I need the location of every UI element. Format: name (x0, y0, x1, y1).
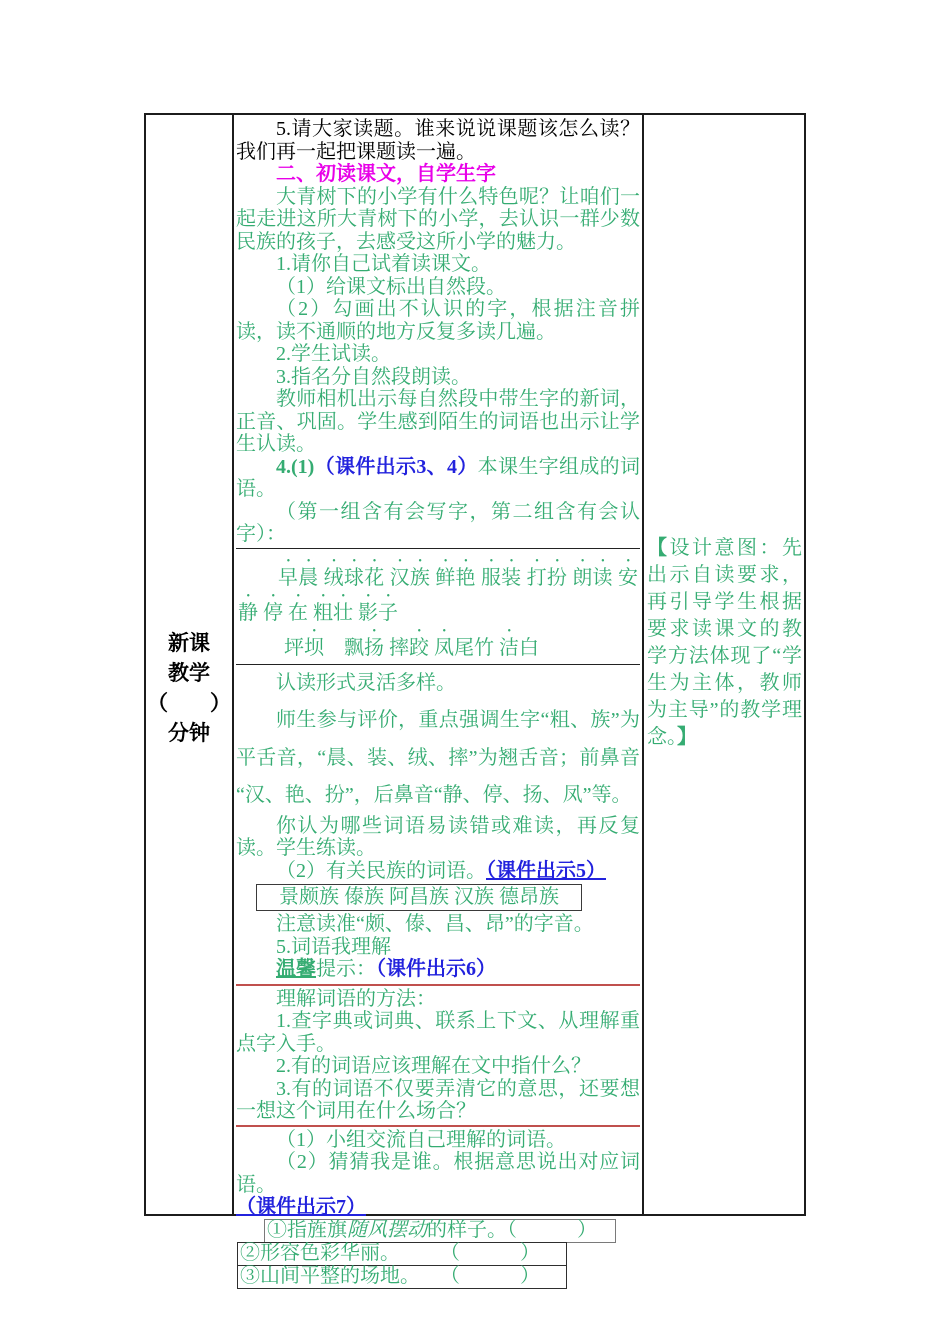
paragraph (236, 860, 640, 883)
note-cell (644, 115, 804, 1214)
text-run: ②形容色彩华丽。 （ ） (240, 1241, 540, 1264)
design-intent-text: 设计意图：先出示自读要求，再引导学生根据要求读课文的教学方法体现了“学生为主体，教师为主导”的教学理念。 (647, 537, 802, 748)
text-run: 大青树下的小学有什么特色呢？让咱们一起走进这所大青树下的小学，去认识一群少数民族的孩子，去感受这所小学的魅力。 (236, 185, 640, 253)
text-run: 白 (519, 636, 539, 659)
text-run: 5.请大家读题。谁来说说课题该怎么读？我们再一起把课题读一遍。 (236, 118, 640, 163)
paragraph (236, 936, 640, 959)
text-run: 凤 (434, 636, 454, 659)
text-run: 1.请你自己试着读课文。 (276, 253, 491, 275)
text-run: 提示： (316, 958, 376, 980)
close-bracket: 】 (677, 726, 697, 748)
text-run: 4.(1) (276, 455, 315, 478)
stage-label-line: 新课 (168, 630, 210, 655)
paragraph (236, 388, 640, 456)
paragraph (236, 1078, 640, 1123)
paragraph (236, 913, 640, 936)
paragraph (236, 815, 640, 860)
text-run: 5.词语我理解 (276, 935, 391, 958)
paragraph (236, 958, 640, 981)
paragraph (236, 501, 640, 546)
text-run: 2.有的词语应该理解在文中指什么？ (276, 1055, 591, 1077)
text-run: 注意读准“颇、傣、昌、昂”的字音。 (276, 913, 594, 935)
lesson-plan-table (144, 113, 806, 1287)
paragraph (236, 665, 640, 703)
paragraph (236, 298, 640, 343)
paragraph (236, 1196, 640, 1219)
text-run: 3.有的词语不仅要弄清它的意思，还要想一想这个词用在什么场合？ (236, 1077, 640, 1122)
paragraph (236, 1151, 640, 1196)
text-run: 本课生字组成的词语。 (236, 455, 641, 500)
text-run: 摔 (384, 636, 409, 659)
text-run: 坪 (284, 636, 304, 659)
paragraph (236, 1010, 640, 1055)
text-run: 教师相机出示每自然段中带生字的新词，正音、巩固。学生感到陌生的词语也出示让学生认读。 (236, 388, 640, 455)
text-run: 坝 (304, 636, 324, 659)
quiz-item-box (237, 1242, 567, 1266)
text-run: 师生参与评价，重点强调生字“粗、族”为平舌音，“晨、装、绒、摔”为翘舌音；前鼻音“汉、艳、扮”，后鼻音“静、停、扬、凤”等。 (236, 709, 640, 806)
text-run: （2）勾画出不认识的字，根据注音拼读，读不通顺的地方反复多读几遍。 (236, 298, 640, 343)
text-run: （2）猜猜我是谁。根据意思说出对应词语。 (236, 1151, 640, 1196)
text-run: 二、初读课文，自学生字 (276, 163, 496, 185)
text-run: 温馨 (276, 958, 316, 980)
paragraph (238, 626, 638, 661)
paragraph (236, 163, 640, 186)
paragraph (238, 556, 638, 626)
text-run: 1.查字典或词典、联系上下文、从理解重点字入手。 (236, 1010, 640, 1055)
text-run: （课件出示3、4） (314, 455, 478, 478)
text-run: ③山间平整的场地。 （ ） (240, 1264, 540, 1287)
paragraph (236, 343, 640, 366)
stage-label-line: 分钟 (168, 720, 210, 745)
text-run: （第一组含有会写字，第二组含有会认字）： (236, 500, 640, 545)
quiz-item-box (237, 1265, 567, 1289)
stage-label-minutes-blank: （ ） (147, 690, 231, 715)
paragraph (236, 456, 640, 501)
design-intent-note (647, 535, 802, 751)
paragraph (236, 702, 640, 815)
text-run: （1）小组交流自己理解的词语。 (276, 1128, 566, 1151)
text-run: 洁 (499, 636, 519, 659)
new-words-box (236, 548, 640, 665)
text-run: （1）给课文标出自然段。 (276, 275, 506, 298)
open-bracket: 【 (647, 537, 670, 559)
paragraph (236, 366, 640, 389)
paragraph (236, 186, 640, 254)
text-run: 随风摆动 (347, 1218, 427, 1241)
text-run: 3.指名分自然段朗读。 (276, 365, 471, 388)
text-run: （课件出示7） (236, 1196, 366, 1218)
text-run: 飘 (324, 636, 364, 659)
text-run: （2）有关民族的词语。 (276, 859, 486, 882)
paragraph (236, 118, 640, 163)
quiz-item-box (264, 1219, 616, 1243)
hint-methods-box (236, 984, 640, 1127)
text-run: ①指旌旗 (267, 1218, 347, 1241)
stage-label-line: 教学 (168, 660, 210, 685)
text-run: 理解词语的方法： (276, 987, 436, 1010)
main-cell (234, 115, 644, 1287)
paragraph (236, 1055, 640, 1078)
text-run: 扬 (364, 636, 384, 659)
paragraph (236, 988, 640, 1011)
text-run: 认读形式灵活多样。 (276, 671, 456, 694)
text-run: 你认为哪些词语易读错或难读，再反复读。学生练读。 (236, 814, 640, 859)
text-run: 跤 (409, 636, 429, 659)
paragraph (236, 253, 640, 276)
text-run: 的样子。（ ） (427, 1218, 597, 1241)
text-run: 景颇族 傣族 阿昌族 汉族 德昂族 (259, 886, 559, 908)
text-run: 尾竹 (454, 636, 499, 659)
text-run: （课件出示6） (376, 958, 496, 980)
paragraph (236, 1129, 640, 1152)
paragraph (236, 276, 640, 299)
text-run: 早晨 绒球花 汉族 鲜艳 服装 打扮 朗读 安静 停 在 粗壮 影子 (238, 566, 638, 624)
text-run: 2.学生试读。 (276, 343, 391, 365)
ethnic-words-box (256, 884, 582, 911)
stage-label-cell (146, 115, 234, 1214)
text-run: （课件出示5） (486, 859, 606, 882)
